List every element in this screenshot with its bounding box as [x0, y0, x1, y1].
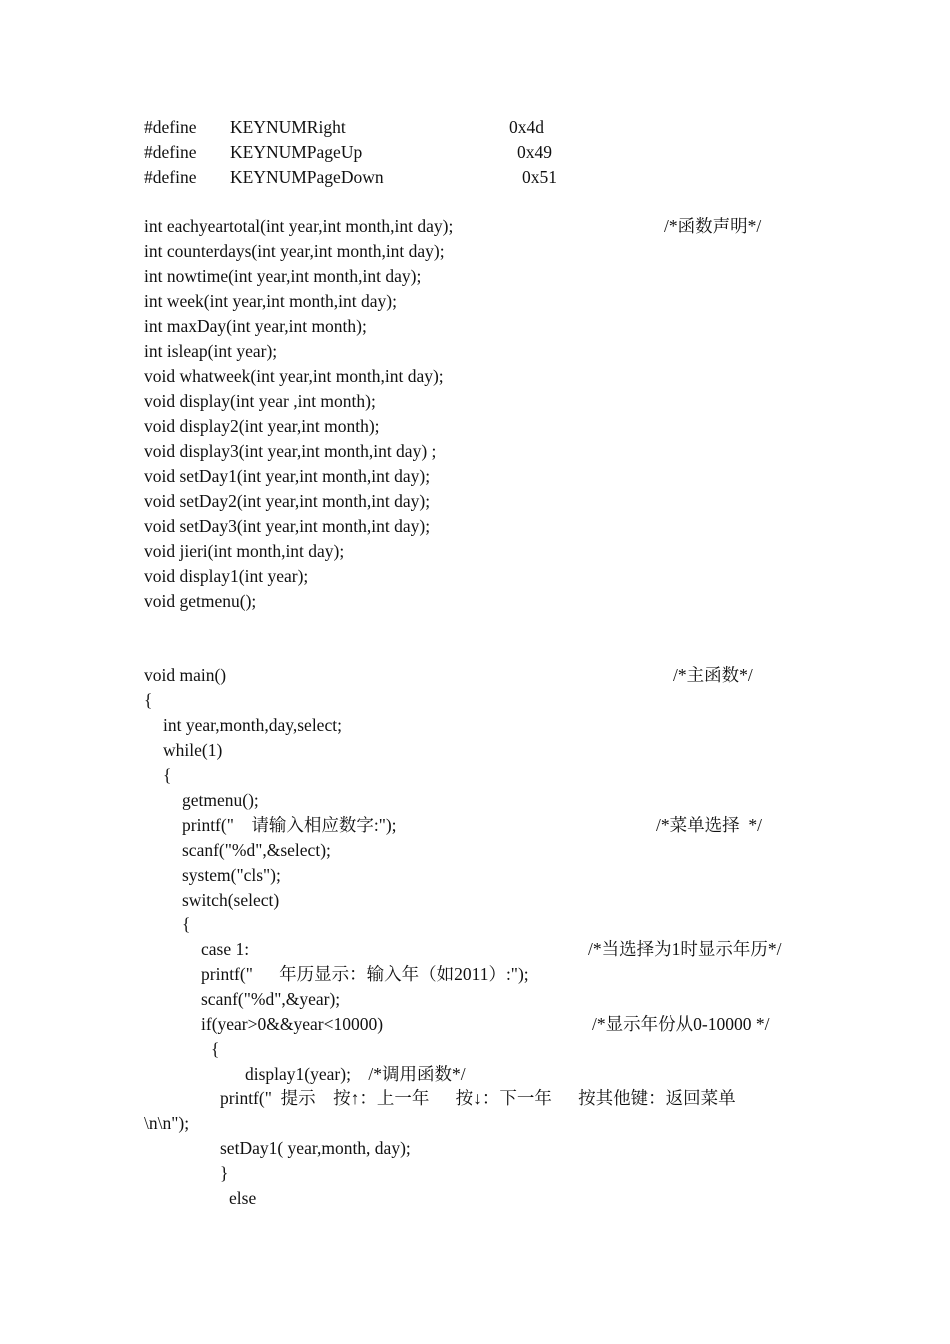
else-keyword: else	[229, 1188, 257, 1208]
code-comment: /*函数声明*/	[664, 216, 762, 236]
printf-statement: printf(" 请输入相应数字:");	[182, 815, 397, 835]
function-declaration: int eachyeartotal(int year,int month,int day);	[144, 216, 454, 236]
function-declaration: int isleap(int year);	[144, 341, 278, 361]
function-declaration: void setDay1(int year,int month,int day);	[144, 466, 431, 486]
function-declaration: void setDay3(int year,int month,int day);	[144, 516, 431, 536]
function-declaration: void getmenu();	[144, 591, 257, 611]
printf-continuation: \n\n");	[144, 1113, 190, 1133]
function-call: display1(year); /*调用函数*/	[245, 1064, 466, 1084]
code-brace: {	[163, 765, 172, 785]
function-declaration: int maxDay(int year,int month);	[144, 316, 367, 336]
macro-value: 0x51	[522, 167, 557, 187]
macro-value: 0x49	[517, 142, 552, 162]
code-brace: {	[144, 690, 153, 710]
code-comment: /*显示年份从0-10000 */	[592, 1014, 770, 1034]
case-label: case 1:	[201, 939, 250, 959]
define-keyword: #define	[144, 167, 197, 187]
system-call: system("cls");	[182, 865, 281, 885]
switch-statement: switch(select)	[182, 890, 280, 910]
scanf-statement: scanf("%d",&select);	[182, 840, 331, 860]
code-brace: }	[220, 1163, 229, 1183]
function-declaration: void display1(int year);	[144, 566, 309, 586]
printf-statement: printf(" 年历显示：输入年（如2011）:");	[201, 964, 529, 984]
code-comment: /*主函数*/	[673, 665, 753, 685]
function-call: setDay1( year,month, day);	[220, 1138, 411, 1158]
code-brace: {	[182, 914, 191, 934]
variable-declaration: int year,month,day,select;	[163, 715, 342, 735]
define-keyword: #define	[144, 117, 197, 137]
printf-statement: printf(" 提示 按↑：上一年 按↓：下一年 按其他键：返回菜单	[220, 1088, 736, 1108]
while-statement: while(1)	[163, 740, 223, 760]
scanf-statement: scanf("%d",&year);	[201, 989, 341, 1009]
function-declaration: void setDay2(int year,int month,int day);	[144, 491, 431, 511]
function-call: getmenu();	[182, 790, 259, 810]
function-declaration: void display3(int year,int month,int day) ;	[144, 441, 437, 461]
function-declaration: int week(int year,int month,int day);	[144, 291, 397, 311]
macro-name: KEYNUMPageDown	[230, 167, 384, 187]
macro-value: 0x4d	[509, 117, 544, 137]
function-declaration: int counterdays(int year,int month,int day);	[144, 241, 445, 261]
function-declaration: void display2(int year,int month);	[144, 416, 380, 436]
macro-name: KEYNUMRight	[230, 117, 346, 137]
main-signature: void main()	[144, 665, 227, 685]
define-keyword: #define	[144, 142, 197, 162]
if-statement: if(year>0&&year<10000)	[201, 1014, 384, 1034]
macro-name: KEYNUMPageUp	[230, 142, 363, 162]
function-declaration: int nowtime(int year,int month,int day);	[144, 266, 422, 286]
function-declaration: void display(int year ,int month);	[144, 391, 376, 411]
code-comment: /*菜单选择 */	[656, 815, 762, 835]
function-declaration: void whatweek(int year,int month,int day);	[144, 366, 444, 386]
code-comment: /*当选择为1时显示年历*/	[588, 939, 782, 959]
code-brace: {	[211, 1039, 220, 1059]
function-declaration: void jieri(int month,int day);	[144, 541, 345, 561]
